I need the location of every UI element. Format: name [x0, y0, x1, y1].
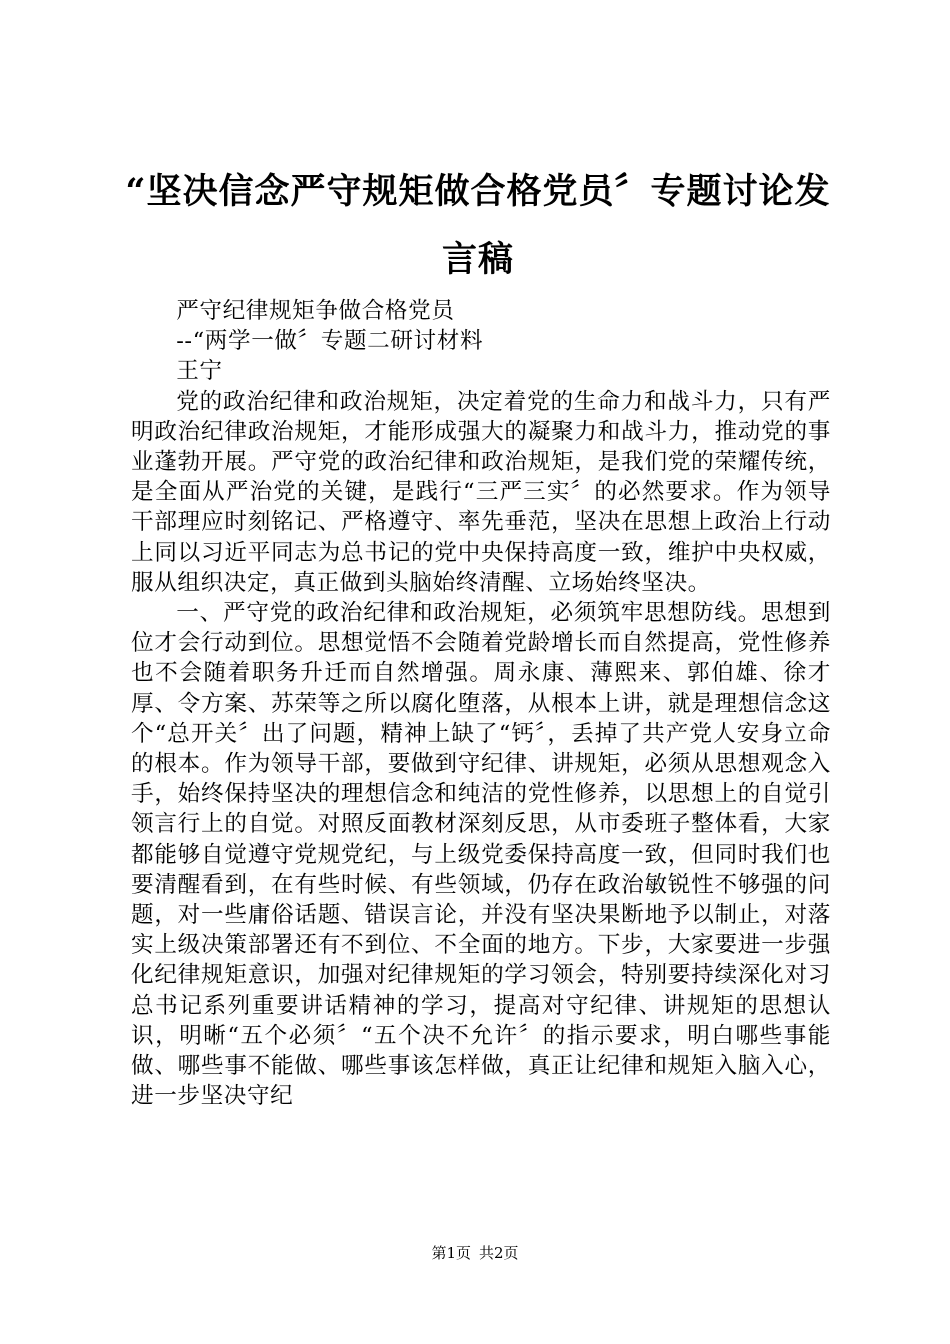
page-footer	[0, 1243, 950, 1263]
body-paragraph-2: 一、严守党的政治纪律和政治规矩，必须筑牢思想防线。思想到位才会行动到位。思想觉悟不会随着党龄增长而自然提高，党性修养也不会随着职务升迁而自然增强。周永康、薄熙来、郭伯雄、徐才厚、令方案、苏荣等之所以腐化堕落，从根本上讲，就是理想信念这个“总开关〞出了问题，精神上缺了“钙〞，丢掉了共产党人安身立命的根本。作为领导干部，要做到守纪律、讲规矩，必须从思想观念入手，始终保持坚决的理想信念和纯洁的党性修养，以思想上的自觉引领言行上的自觉。对照反面教材深刻反思，从市委班子整体看，大家都能够自觉遵守党规党纪，与上级党委保持高度一致，但同时我们也要清醒看到，在有些时候、有些领域，仍存在政治敏锐性不够强的问题，对一些庸俗话题、错误言论，并没有坚决果断地予以制止，对落实上级决策部署还有不到位、不全面的地方。下步，大家要进一步强化纪律规矩意识，加强对纪律规矩的学习领会，特别要持续深化对习总书记系列重要讲话精神的学习，提高对守纪律、讲规矩的思想认识，明晰“五个必须〞“五个决不允许〞的指示要求，明白哪些事能做、哪些事不能做、哪些事该怎样做，真正让纪律和规矩入脑入心，进一步坚决守纪	[131, 600, 831, 1110]
document-body	[131, 296, 831, 1111]
page-number: 第1页	[431, 1244, 471, 1262]
page-total: 共2页	[479, 1244, 519, 1262]
document-author: 王宁	[176, 358, 223, 385]
document-title: “坚决信念严守规矩做合格党员〞专题讨论发言稿	[125, 171, 831, 280]
body-paragraph-1: 党的政治纪律和政治规矩，决定着党的生命力和战斗力，只有严明政治纪律政治规矩，才能形成强大的凝聚力和战斗力，推动党的事业蓬勃开展。严守党的政治纪律和政治规矩，是我们党的荣耀传统，是全面从严治党的关键，是践行“三严三实〞的必然要求。作为领导干部理应时刻铭记、严格遵守、率先垂范，坚决在思想上政治上行动上同以习近平同志为总书记的党中央保持高度一致，维护中央权威，服从组织决定，真正做到头脑始终清醒、立场始终坚决。	[131, 388, 831, 596]
document-subheading: --“两学一做〞专题二研讨材料	[176, 328, 484, 355]
document-subtitle: 严守纪律规矩争做合格党员	[176, 298, 455, 324]
